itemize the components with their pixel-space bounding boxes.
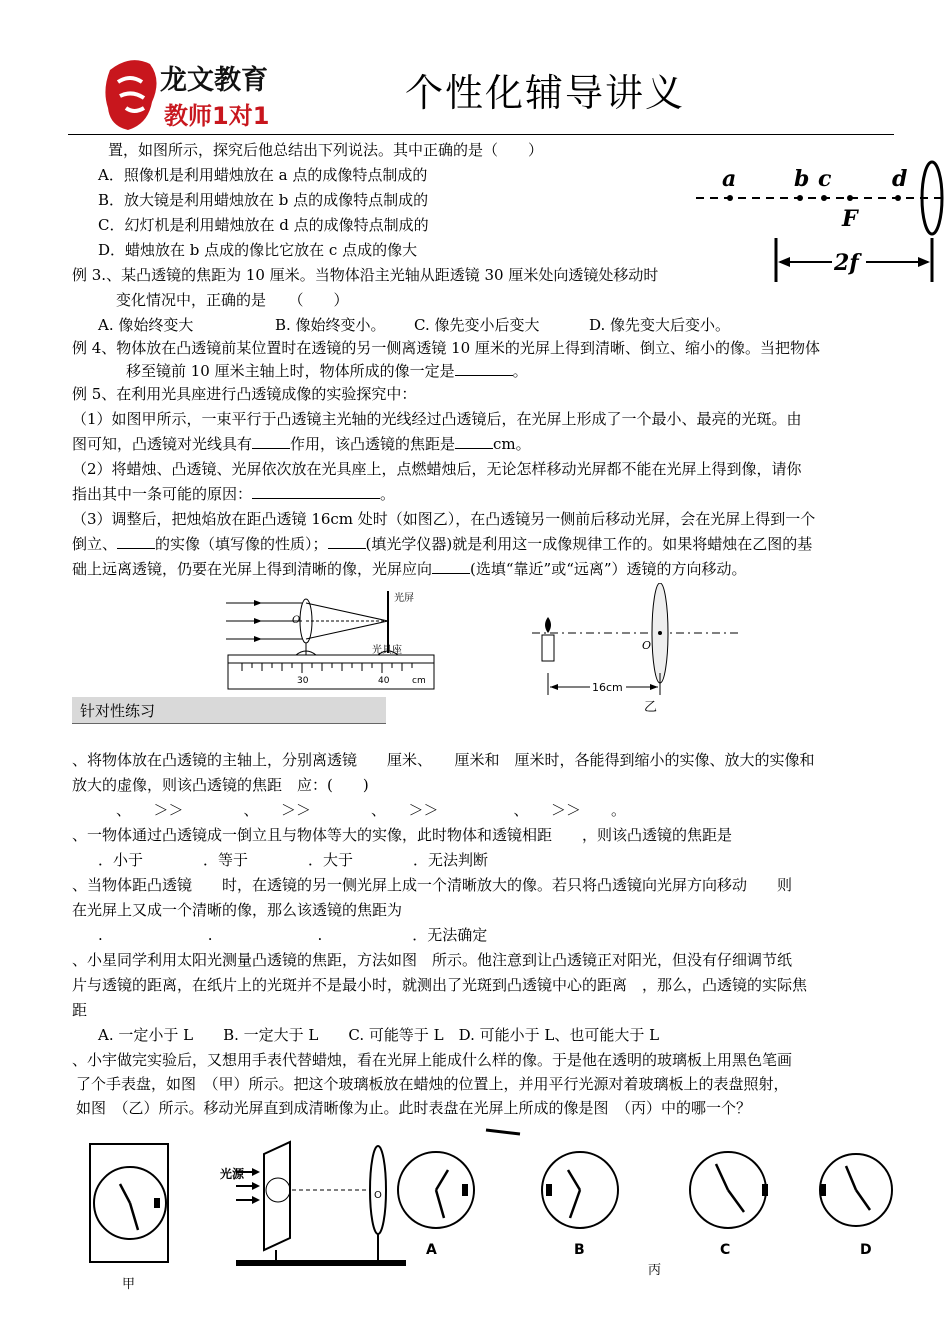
tick-40: 40 <box>378 676 390 686</box>
option-d: D. 像先变大后变小。 <box>589 316 731 334</box>
unit-cm: cm <box>412 676 426 686</box>
example-5: 例 5、在利用光具座进行凸透镜成像的实验探究中： <box>72 385 417 403</box>
answer-blank[interactable] <box>117 534 155 549</box>
text-line: 置，如图所示，探究后他总结出下列说法。其中正确的是（ ） <box>108 141 544 159</box>
option-c: C．幻灯机是利用蜡烛放在 d 点的成像特点制成的 <box>98 216 429 234</box>
text-line: 距 <box>72 1001 88 1019</box>
label-c: c <box>818 166 832 192</box>
options-row: ．小于 ．等于 ．大于 ．无法判断 <box>98 851 489 869</box>
option-b: B．放大镜是利用蜡烛放在 b 点的成像特点制成的 <box>98 191 429 209</box>
option-a: A．照像机是利用蜡烛放在 a 点的成像特点制成的 <box>98 166 428 184</box>
option-D: D <box>860 1242 872 1258</box>
practice-1: 、将物体放在凸透镜的主轴上，分别离透镜 厘米、 厘米和 厘米时，各能得到缩小的实像、放大的实像和 <box>72 751 815 769</box>
text-line: 片与透镜的距离，在纸片上的光斑并不是最小时，就测出了光斑到凸透镜中心的距离 ，那么，凸透镜的实际焦 <box>72 976 808 994</box>
logo-subtext: 教师1对1 <box>164 102 270 130</box>
label-bench: 光具座 <box>372 645 402 656</box>
practice-3: 、当物体距凸透镜 时，在透镜的另一侧光屏上成一个清晰放大的像。若只将凸透镜向光屏方向移动 则 <box>72 876 793 894</box>
caption-bing: 丙 <box>648 1263 662 1278</box>
option-b: B. 像始终变小。 <box>275 316 386 334</box>
answer-blank[interactable] <box>252 484 380 499</box>
option-B: B <box>574 1242 585 1258</box>
text-line: （1）如图甲所示，一束平行于凸透镜主光轴的光线经过凸透镜后，在光屏上形成了一个最小、最亮的光斑。由 <box>72 410 802 428</box>
option-A: A <box>426 1242 437 1258</box>
caption-jia: 甲 <box>122 1277 136 1292</box>
text-line: 了个手表盘，如图 （甲）所示。把这个玻璃板放在蜡烛的位置上，并用平行光源对着玻璃板上的表盘照射， <box>76 1075 789 1093</box>
label-2f: 2f <box>834 250 859 276</box>
label-O: O <box>374 1190 382 1201</box>
text-line: 在光屏上又成一个清晰的像，那么该透镜的焦距为 <box>72 901 403 919</box>
practice-2: 、一物体通过凸透镜成一倒立且与物体等大的实像，此时物体和透镜相距 ，则该凸透镜的焦距是 <box>72 826 733 844</box>
logo-text: 龙文教育 <box>160 65 268 96</box>
answer-blank[interactable] <box>252 434 290 449</box>
text-line: （3）调整后，把烛焰放在距凸透镜 16cm 处时（如图乙），在凸透镜另一侧前后移动光屏，会在光屏上得到一个 <box>72 510 816 528</box>
figure-focal-points <box>692 158 948 286</box>
page-title: 个性化辅导讲义 <box>405 71 686 115</box>
answer-blank[interactable] <box>328 534 366 549</box>
option-C: C <box>720 1242 731 1258</box>
example-4: 例 4、物体放在凸透镜前某位置时在透镜的另一侧离透镜 10 厘米的光屏上得到清晰、倒立、缩小的像。当把物体 <box>72 339 820 357</box>
label-b: b <box>794 166 810 192</box>
text-line: 放大的虚像，则该凸透镜的焦距 应：( ) <box>72 776 369 794</box>
options-row: 、 ＞＞ 、 ＞＞ 、 ＞＞ 、 ＞＞ 。 <box>116 801 627 819</box>
text-line: 倒立、 的实像（填写像的性质）； (填光学仪器)就是利用这一成像规律工作的。如果将蜡烛在乙图的基 <box>72 535 813 553</box>
example-3: 例 3.、某凸透镜的焦距为 10 厘米。当物体沿主光轴从距透镜 30 厘米处向透镜处移动时 <box>72 266 659 284</box>
label-O: O <box>642 639 652 652</box>
text-line: 图可知，凸透镜对光线具有 作用，该凸透镜的焦距是 cm。 <box>72 435 531 453</box>
header-divider <box>68 134 894 135</box>
option-a: A. 像始终变大 <box>98 316 194 334</box>
option-c: C. 像先变小后变大 <box>414 316 540 334</box>
text-line: 变化情况中，正确的是 （ ） <box>116 291 349 309</box>
caption-yi: 乙 <box>644 700 658 715</box>
logo <box>100 52 290 136</box>
tick-30: 30 <box>297 676 309 686</box>
figure-yi <box>528 583 748 718</box>
answer-blank[interactable] <box>455 434 493 449</box>
label-light: 光源 <box>220 1167 245 1181</box>
section-title: 针对性练习 <box>80 702 156 720</box>
answer-blank[interactable] <box>455 361 513 376</box>
section-header <box>72 697 386 724</box>
options-row: A. 一定小于 L B. 一定大于 L C. 可能等于 L D. 可能小于 L、也可能大于 L <box>98 1026 660 1044</box>
text-line: （2）将蜡烛、凸透镜、光屏依次放在光具座上，点燃蜡烛后，无论怎样移动光屏都不能在光屏上得到像，请你 <box>72 460 802 478</box>
text-line: 移至镜前 10 厘米主轴上时，物体所成的像一定是 。 <box>126 362 528 380</box>
label-16cm: 16cm <box>592 681 623 694</box>
label-O: O <box>292 615 301 626</box>
practice-4: 、小星同学利用太阳光测量凸透镜的焦距，方法如图 所示。他注意到让凸透镜正对阳光，但没有仔细调节纸 <box>72 951 793 969</box>
options-row: . . . ．无法确定 <box>98 926 488 944</box>
practice-5: 、小宇做完实验后，又想用手表代替蜡烛，看在光屏上能成什么样的像。于是他在透明的玻璃板上用黑色笔画 <box>72 1051 793 1069</box>
label-screen: 光屏 <box>394 593 414 604</box>
text-line: 如图 （乙）所示。移动光屏直到成清晰像为止。此时表盘在光屏上所成的像是图 （丙）中的哪一个？ <box>76 1099 752 1117</box>
label-F: F <box>842 206 858 232</box>
answer-blank[interactable] <box>432 559 470 574</box>
figure-clocks <box>80 1126 910 1296</box>
label-d: d <box>892 166 908 192</box>
text-line: 础上远离透镜，仍要在光屏上得到清晰的像，光屏应向 (选填“靠近”或“远离”）透镜的方向移动。 <box>72 560 747 578</box>
label-a: a <box>722 166 737 192</box>
option-d: D．蜡烛放在 b 点成的像比它放在 c 点成的像大 <box>98 241 418 259</box>
text-line: 指出其中一条可能的原因： 。 <box>72 485 396 503</box>
